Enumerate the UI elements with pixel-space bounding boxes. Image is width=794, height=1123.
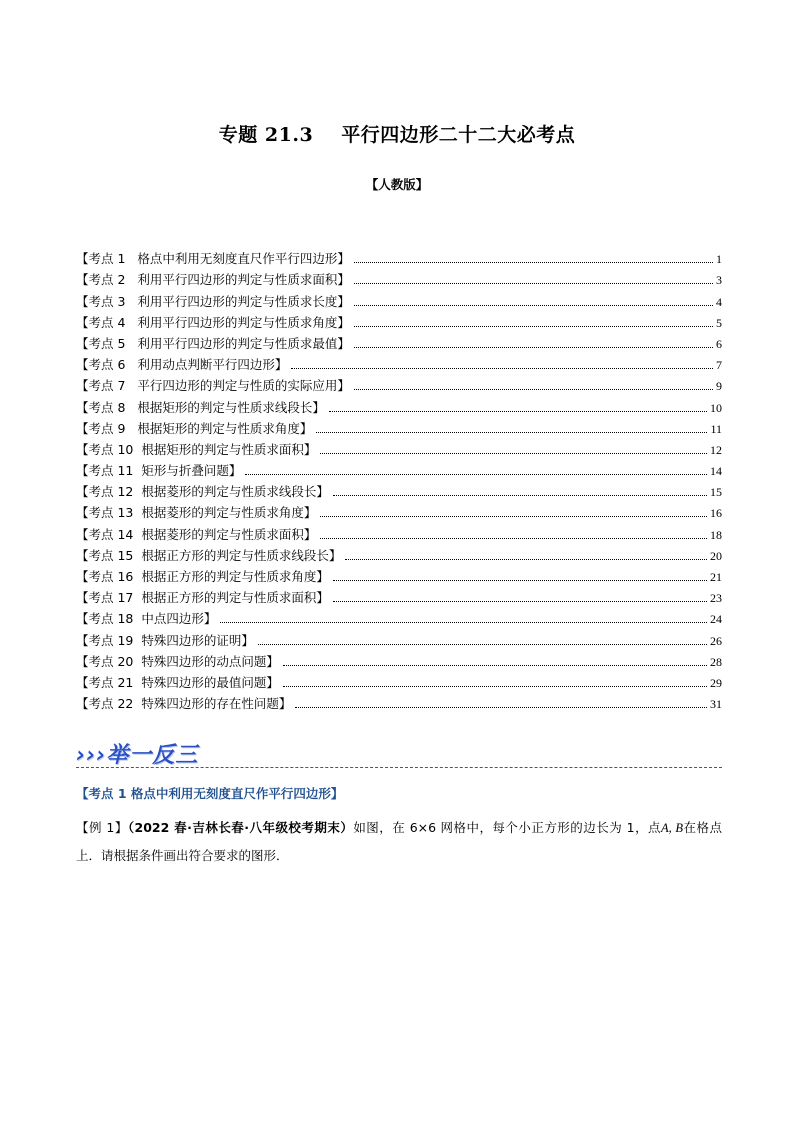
toc-page-number: 1 [716, 252, 722, 267]
toc-dot-leader [354, 262, 713, 263]
title-main: 平行四边形二十二大必考点 [341, 124, 576, 146]
toc-entry-label: 【考点 22 特殊四边形的存在性问题】 [76, 696, 292, 712]
toc-entry-label: 【考点 8 根据矩形的判定与性质求线段长】 [76, 399, 325, 415]
toc-dot-leader [320, 538, 707, 539]
example-tag: 【例 1】 [76, 820, 128, 835]
toc-page-number: 31 [710, 697, 722, 712]
toc-page-number: 6 [716, 336, 722, 351]
toc-entry-label: 【考点 7 平行四边形的判定与性质的实际应用】 [76, 378, 350, 394]
example-points: A, B [661, 821, 684, 835]
table-of-contents [76, 246, 722, 712]
banner-title: ›››举一反三 [76, 743, 199, 768]
section-heading: 【考点 1 格点中利用无刻度直尺作平行四边形】 [76, 786, 344, 801]
toc-entry-label: 【考点 3 利用平行四边形的判定与性质求长度】 [76, 293, 350, 309]
toc-entry[interactable] [76, 458, 722, 479]
toc-dot-leader [354, 389, 713, 390]
edition-subtitle: 【人教版】 [365, 177, 429, 192]
toc-page-number: 3 [716, 273, 722, 288]
toc-entry-label: 【考点 19 特殊四边形的证明】 [76, 632, 254, 648]
toc-dot-leader [295, 707, 707, 708]
toc-entry[interactable] [76, 331, 722, 352]
section-banner [76, 738, 722, 768]
toc-entry[interactable] [76, 649, 722, 670]
toc-entry[interactable] [76, 246, 722, 267]
toc-dot-leader [333, 601, 707, 602]
toc-dot-leader [283, 686, 707, 687]
example-text-2: 在格点上．请根据条件画出符合要求的图形． [76, 820, 722, 863]
toc-page-number: 12 [710, 442, 722, 457]
toc-dot-leader [320, 453, 707, 454]
toc-entry-label: 【考点 1 格点中利用无刻度直尺作平行四边形】 [76, 251, 350, 267]
title-prefix: 专题 21.3 [218, 124, 314, 146]
toc-entry-label: 【考点 20 特殊四边形的动点问题】 [76, 653, 279, 669]
toc-page-number: 7 [716, 358, 722, 373]
toc-entry-label: 【考点 6 利用动点判断平行四边形】 [76, 357, 288, 373]
toc-entry[interactable] [76, 606, 722, 627]
toc-dot-leader [354, 347, 713, 348]
toc-page-number: 28 [710, 654, 722, 669]
toc-dot-leader [316, 432, 707, 433]
toc-entry[interactable] [76, 670, 722, 691]
toc-page-number: 20 [710, 548, 722, 563]
toc-page-number: 4 [716, 294, 722, 309]
toc-entry-label: 【考点 5 利用平行四边形的判定与性质求最值】 [76, 335, 350, 351]
toc-entry-label: 【考点 9 根据矩形的判定与性质求角度】 [76, 420, 313, 436]
toc-entry[interactable] [76, 288, 722, 309]
toc-page-number: 14 [710, 464, 722, 479]
toc-dot-leader [283, 665, 707, 666]
toc-page-number: 9 [716, 379, 722, 394]
toc-entry[interactable] [76, 585, 722, 606]
toc-page-number: 24 [710, 612, 722, 627]
toc-dot-leader [329, 411, 707, 412]
toc-dot-leader [333, 580, 707, 581]
toc-entry[interactable] [76, 267, 722, 288]
toc-page-number: 11 [710, 421, 722, 436]
toc-page-number: 29 [710, 675, 722, 690]
example-paragraph [76, 814, 722, 870]
toc-page-number: 15 [710, 485, 722, 500]
document-title [0, 120, 794, 147]
toc-page-number: 5 [716, 315, 722, 330]
toc-entry-label: 【考点 17 根据正方形的判定与性质求面积】 [76, 590, 329, 606]
toc-entry[interactable] [76, 352, 722, 373]
toc-entry[interactable] [76, 543, 722, 564]
toc-entry-label: 【考点 15 根据正方形的判定与性质求线段长】 [76, 547, 342, 563]
toc-dot-leader [333, 495, 707, 496]
toc-dot-leader [245, 474, 707, 475]
toc-entry-label: 【考点 4 利用平行四边形的判定与性质求角度】 [76, 314, 350, 330]
toc-page-number: 16 [710, 506, 722, 521]
toc-page-number: 18 [710, 527, 722, 542]
toc-entry[interactable] [76, 416, 722, 437]
toc-page-number: 21 [710, 570, 722, 584]
toc-dot-leader [220, 622, 707, 623]
toc-entry-label: 【考点 18 中点四边形】 [76, 611, 217, 627]
toc-dot-leader [258, 644, 707, 645]
toc-entry-label: 【考点 21 特殊四边形的最值问题】 [76, 674, 279, 690]
toc-entry[interactable] [76, 479, 722, 500]
toc-entry[interactable] [76, 500, 722, 521]
toc-page-number: 23 [710, 591, 722, 606]
toc-entry[interactable] [76, 437, 722, 458]
toc-entry-label: 【考点 13 根据菱形的判定与性质求角度】 [76, 505, 317, 521]
toc-entry[interactable] [76, 310, 722, 331]
toc-entry-label: 【考点 10 根据矩形的判定与性质求面积】 [76, 441, 317, 457]
banner-divider [76, 767, 722, 768]
toc-entry[interactable] [76, 564, 722, 585]
example-text-1: 如图，在 6×6 网格中，每个小正方形的边长为 1，点 [353, 820, 662, 835]
toc-page-number: 26 [710, 633, 722, 648]
toc-entry[interactable] [76, 521, 722, 542]
toc-entry[interactable] [76, 373, 722, 394]
toc-dot-leader [291, 368, 713, 369]
toc-dot-leader [354, 326, 713, 327]
toc-page-number: 10 [710, 400, 722, 415]
toc-dot-leader [354, 305, 713, 306]
toc-entry-label: 【考点 16 根据正方形的判定与性质求角度】 [76, 569, 329, 584]
toc-entry-label: 【考点 2 利用平行四边形的判定与性质求面积】 [76, 272, 350, 288]
example-source: （2022 春·吉林长春·八年级校考期末） [127, 820, 354, 835]
toc-entry-label: 【考点 11 矩形与折叠问题】 [76, 463, 242, 479]
toc-entry[interactable] [76, 691, 722, 712]
toc-entry[interactable] [76, 627, 722, 648]
toc-entry-label: 【考点 12 根据菱形的判定与性质求线段长】 [76, 484, 329, 500]
toc-entry-label: 【考点 14 根据菱形的判定与性质求面积】 [76, 526, 317, 542]
toc-dot-leader [320, 516, 707, 517]
toc-dot-leader [345, 559, 707, 560]
toc-entry[interactable] [76, 394, 722, 415]
toc-dot-leader [354, 283, 713, 284]
